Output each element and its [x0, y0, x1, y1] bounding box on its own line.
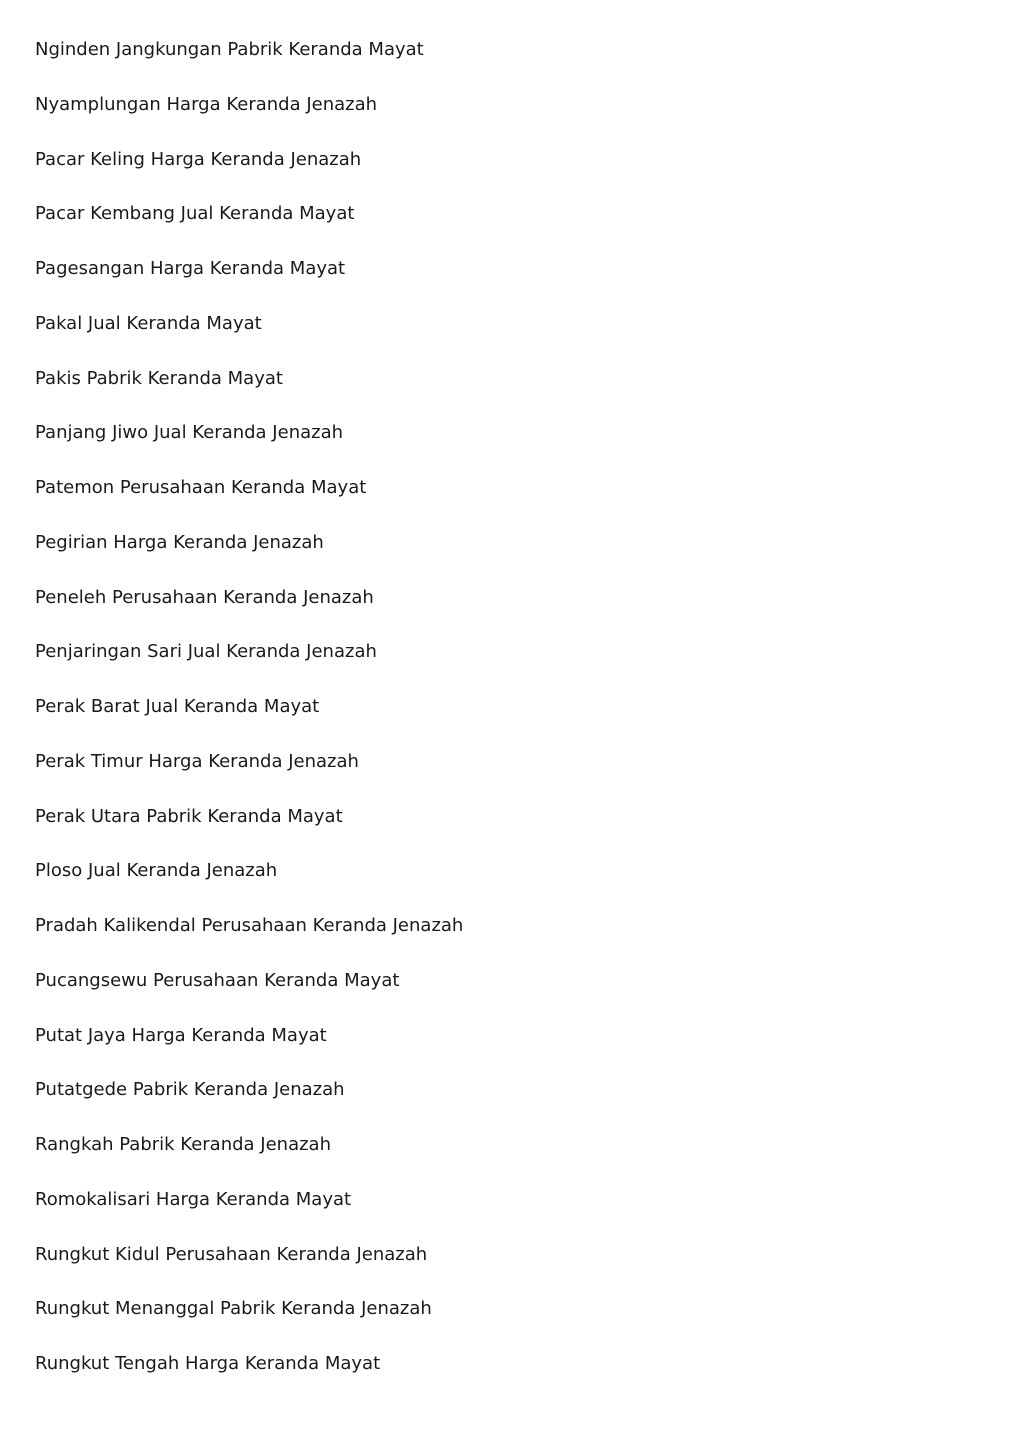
text-line: Pacar Kembang Jual Keranda Mayat [35, 203, 355, 225]
text-line: Rungkut Menanggal Pabrik Keranda Jenazah [35, 1298, 432, 1320]
text-line-list [35, 36, 463, 1405]
text-line: Pacar Keling Harga Keranda Jenazah [35, 148, 362, 170]
text-line: Perak Timur Harga Keranda Jenazah [35, 750, 359, 772]
text-line: Pegirian Harga Keranda Jenazah [35, 531, 324, 553]
text-line: Penjaringan Sari Jual Keranda Jenazah [35, 641, 377, 663]
text-line: Perak Utara Pabrik Keranda Mayat [35, 805, 343, 827]
text-line: Patemon Perusahaan Keranda Mayat [35, 477, 367, 498]
text-line: Ploso Jual Keranda Jenazah [35, 860, 278, 882]
text-line: Nyamplungan Harga Keranda Jenazah [35, 93, 378, 115]
text-line: Rungkut Tengah Harga Keranda Mayat [35, 1353, 381, 1374]
text-line: Pradah Kalikendal Perusahaan Keranda Jenazah [35, 915, 464, 936]
text-line: Romokalisari Harga Keranda Mayat [35, 1188, 352, 1210]
text-line: Peneleh Perusahaan Keranda Jenazah [35, 586, 374, 608]
text-line: Perak Barat Jual Keranda Mayat [35, 696, 320, 717]
text-line: Pakis Pabrik Keranda Mayat [35, 367, 283, 389]
text-line: Pucangsewu Perusahaan Keranda Mayat [35, 969, 400, 991]
text-line: Putat Jaya Harga Keranda Mayat [35, 1024, 327, 1046]
text-line: Rungkut Kidul Perusahaan Keranda Jenazah [35, 1243, 428, 1265]
text-line: Panjang Jiwo Jual Keranda Jenazah [35, 422, 344, 444]
text-line: Nginden Jangkungan Pabrik Keranda Mayat [35, 39, 424, 60]
text-line: Pagesangan Harga Keranda Mayat [35, 258, 346, 279]
text-line: Pakal Jual Keranda Mayat [35, 312, 262, 334]
text-line: Rangkah Pabrik Keranda Jenazah [35, 1134, 331, 1155]
text-line: Putatgede Pabrik Keranda Jenazah [35, 1079, 345, 1101]
